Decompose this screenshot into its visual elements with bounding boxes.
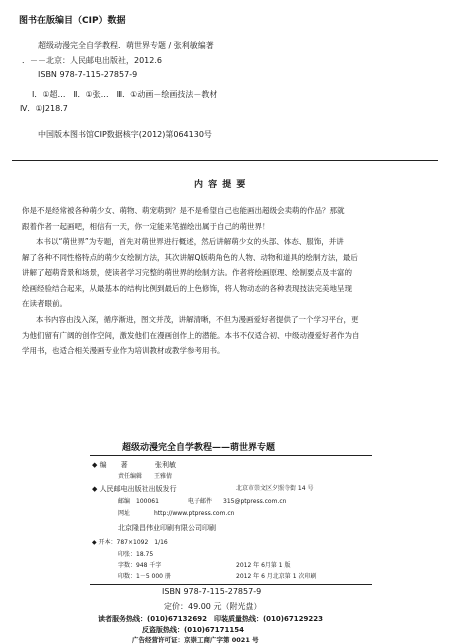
colophon-editor: 王雅倩 [154, 473, 173, 480]
summary-p3-line-1: 本书内容由浅入深，循序渐进，图文并茂，讲解清晰，不但为漫画爱好者提供了一个学习平台，更 [36, 315, 359, 324]
summary-p2-line-5: 在读者眼前。 [22, 299, 67, 308]
colophon-publisher: ◆ 人民邮电出版社出版发行 [92, 485, 177, 493]
colophon-address: 北京市崇文区夕照寺街 14 号 [236, 485, 314, 492]
cip-line-publisher: ．－－北京：人民邮电出版社，2012.6 [22, 56, 162, 65]
summary-p3-line-3: 学用书，也适合相关漫画专业作为培训教材或教学参考用书。 [22, 346, 225, 355]
summary-title: 内 容 提 要 [194, 180, 247, 190]
colophon-print-run: 印数：1－5 000 册 [118, 573, 171, 580]
colophon-website: http://www.ptpress.com.cn [154, 510, 235, 517]
colophon-words: 字数：948 千字 [118, 562, 162, 569]
colophon-isbn: ISBN 978-7-115-27857-9 [162, 587, 262, 596]
colophon-printer: 北京隆昌伟业印刷有限公司印刷 [118, 524, 216, 532]
colophon-email-label: 电子邮件 [188, 498, 213, 505]
colophon-reader-hotline: 读者服务热线：(010)67132692 印装质量热线：(010)67129223 [98, 615, 323, 623]
summary-p1-line-2: 跟着作者一起画吧，相信有一天，你一定能来笔描绘出属于自己的萌世界！ [22, 221, 270, 231]
colophon-email: 315@ptpress.com.cn [223, 498, 287, 505]
colophon-edition: 2012 年 6月第 1 版 [236, 562, 291, 569]
summary-paragraph-2 [22, 234, 428, 312]
colophon-author: 张利敏 [155, 461, 176, 469]
colophon-editor-label: 责任编辑 [118, 473, 143, 480]
summary-p3-line-2: 为他们留有广阔的创作空间，激发他们在漫画创作上的潜能。本书不仅适合初、中级动漫爱好者作为自 [22, 330, 360, 340]
summary-paragraph-1 [22, 203, 428, 234]
cip-line-class-number: Ⅳ．①J218.7 [20, 104, 68, 113]
colophon-book-title: 超级动漫完全自学教程——萌世界专题 [122, 443, 276, 453]
colophon-piracy-hotline: 反盗版热线：(010)67171154 [142, 626, 244, 634]
cip-heading: 图书在版编目（CIP）数据 [19, 16, 126, 26]
colophon-postcode: 邮编 100061 [118, 498, 159, 505]
colophon-ad-license: 广告经营许可证：京崇工商广字第 0021 号 [132, 636, 259, 644]
colophon-website-label: 网址 [118, 510, 131, 517]
summary-p1-line-1: 你是不是经常被各种萌少女、萌物、萌宠萌到？是不是希望自己也能画出超级会卖萌的作品？那就 [22, 206, 345, 215]
cip-divider [12, 160, 438, 161]
cip-line-title: 超级动漫完全自学教程．萌世界专题 / 张利敏编著 [38, 41, 214, 50]
colophon-format: ◆ 开本：787×1092 1/16 [92, 539, 168, 546]
summary-p2-line-2: 解了各种不同性格特点的萌少女绘制方法，其次讲解Q版萌角色的人物、动物和道具的绘制方法，最后 [22, 252, 358, 262]
summary-p2-line-3: 讲解了超萌背景和场景，使读者学习完整的萌世界的绘制方法。作者将绘画原理、绘制要点及丰富的 [22, 268, 352, 277]
colophon-bottom-rule [90, 584, 372, 585]
colophon-price: 定价：49.00 元（附光盘） [164, 602, 262, 611]
summary-p2-line-4: 绘画经验结合起来，从最基本的结构比例到最后的上色修饰，将人物动态的各种表现技法完美地呈现 [22, 283, 352, 293]
cip-line-isbn: ISBN 978-7-115-27857-9 [38, 70, 138, 79]
colophon-title-rule [90, 455, 372, 456]
colophon-sheets: 印张：18.75 [118, 551, 154, 558]
colophon-author-label: ◆ 编 著 [92, 461, 128, 469]
cip-line-classification: Ⅰ．①超… Ⅱ．①张… Ⅲ．①动画－绘画技法－教材 [32, 90, 218, 99]
colophon-printing: 2012 年 6 月北京第 1 次印刷 [236, 573, 317, 580]
cip-catalog-note: 中国版本图书馆CIP数据核字(2012)第064130号 [38, 130, 212, 139]
summary-p2-line-1: 本书以“萌世界”为专题，首先对萌世界进行概述，然后讲解萌少女的头部、体态、服饰，并讲 [36, 237, 344, 246]
summary-paragraph-3 [22, 312, 428, 359]
